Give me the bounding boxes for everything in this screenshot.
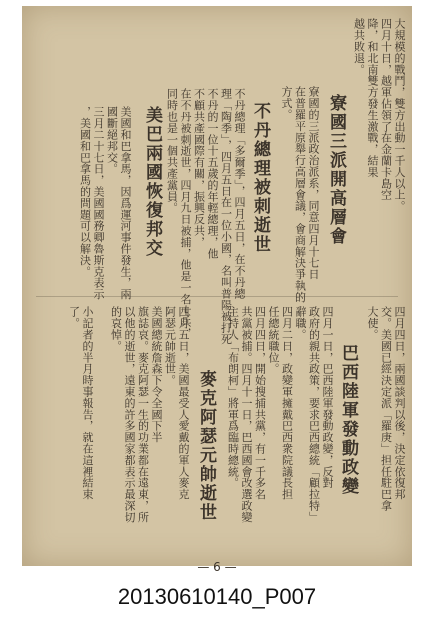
text-line: 了。 bbox=[67, 306, 81, 329]
text-line: 任總統職位。 bbox=[267, 306, 280, 375]
headline-us-panama: 美巴兩國恢復邦交 bbox=[142, 106, 162, 258]
text-line: 不丹的一位十五歲的年輕總理，他 bbox=[206, 88, 219, 259]
text-line: 國斷絕邦交。 bbox=[105, 106, 119, 175]
document-page bbox=[22, 6, 412, 574]
text-line: 主持人「布朗柯」將軍爲臨時總統。 bbox=[226, 306, 240, 489]
text-line: 大規模的戰鬥，雙方出動一千人以上。 bbox=[393, 18, 406, 212]
text-line: 方式。 bbox=[280, 86, 293, 121]
text-line: 不丹總理「多爾季」，四月五日，在不丹總 bbox=[233, 88, 246, 300]
text-line: 阿瑟元帥逝世。 bbox=[163, 306, 177, 386]
text-line: 以他的逝世，遠東的許多國家都表示最深切 bbox=[123, 306, 136, 523]
article-bhutan-body bbox=[165, 88, 246, 345]
article-brazil-body bbox=[226, 306, 334, 536]
image-caption: 20130610140_P007 bbox=[117, 584, 317, 609]
text-line: 同時也是一個共產黨員。 bbox=[165, 88, 179, 214]
text-line: 美國和巴拿馬，因爲運河事件發生，兩 bbox=[119, 106, 132, 300]
article-laos-body bbox=[280, 86, 321, 303]
text-line: 政府的親共政策，要求巴西總統「顧拉特」 bbox=[307, 306, 321, 523]
text-line: 寮國的三派政治派系，同意四月十七日 bbox=[307, 86, 320, 280]
text-line: 三月二十七日，美國國務卿魯斯克表示 bbox=[92, 106, 105, 300]
closing-paragraph bbox=[67, 306, 94, 536]
text-line: 旗誌哀。麥克阿瑟一生的功業都在遠東，所 bbox=[136, 306, 150, 523]
text-line: 大使。 bbox=[366, 306, 379, 341]
text-line: 小記者的半月時事報告，就在這裡結束 bbox=[81, 306, 94, 500]
text-line: 美國總統詹森下令全國下半 bbox=[150, 306, 163, 443]
text-line: 交。美國已經決定派「羅庚」担任駐巴拿 bbox=[379, 306, 393, 512]
text-line: ，美國和巴拿馬的問題可以解決。 bbox=[78, 106, 92, 277]
headline-macarthur: 麥克阿瑟元帥逝世 bbox=[196, 370, 216, 522]
text-line: 的哀悼。 bbox=[109, 306, 123, 352]
text-line: 共黨被捕。四月十一日，巴西國會改選政變 bbox=[240, 306, 253, 523]
text-line: 四月四日，開始搜捕共黨，有一千多名 bbox=[253, 306, 267, 500]
headline-brazil: 巴西陸軍發動政變 bbox=[338, 344, 358, 496]
text-line: 四月二日，政變軍擁戴巴西衆院議長担 bbox=[280, 306, 294, 500]
text-line: 四月十日，越軍佔領了在金蘭卡島空 bbox=[379, 18, 393, 201]
text-line: 降，和北南雙方發生激戰，結果 bbox=[366, 18, 379, 178]
text-line: 四月四日，兩國談判以後，決定依復邦 bbox=[393, 306, 406, 500]
headline-laos: 寮國三派開高層會 bbox=[326, 94, 346, 246]
text-line: 在不丹被刺逝世，四月九日被捕，他是一名士兵， bbox=[179, 88, 192, 339]
section-divider bbox=[36, 296, 398, 297]
article-panama-continued bbox=[366, 306, 407, 536]
page-number: — 6 — bbox=[197, 560, 237, 574]
intro-paragraph bbox=[352, 18, 406, 268]
text-line: 辭職。 bbox=[294, 306, 307, 341]
text-line: 越共敗退。 bbox=[352, 18, 366, 75]
headline-bhutan: 不丹總理被刺逝世 bbox=[250, 102, 270, 254]
article-us-panama-body bbox=[78, 106, 132, 306]
article-macarthur-body bbox=[109, 306, 190, 536]
text-line: 不顧共產國際有關，振興反共， bbox=[192, 88, 206, 248]
text-line: 理「陶季」，四月五日在一位小國，名叫普陽被打死 bbox=[219, 88, 233, 345]
text-line: 四月五日，美國最受人愛戴的軍人麥克 bbox=[177, 306, 190, 500]
text-line: 四月一日，巴西陸軍發動政變，反對 bbox=[321, 306, 334, 489]
text-line: 在普羅平原舉行高層會議，會商解決爭執的 bbox=[293, 86, 307, 303]
